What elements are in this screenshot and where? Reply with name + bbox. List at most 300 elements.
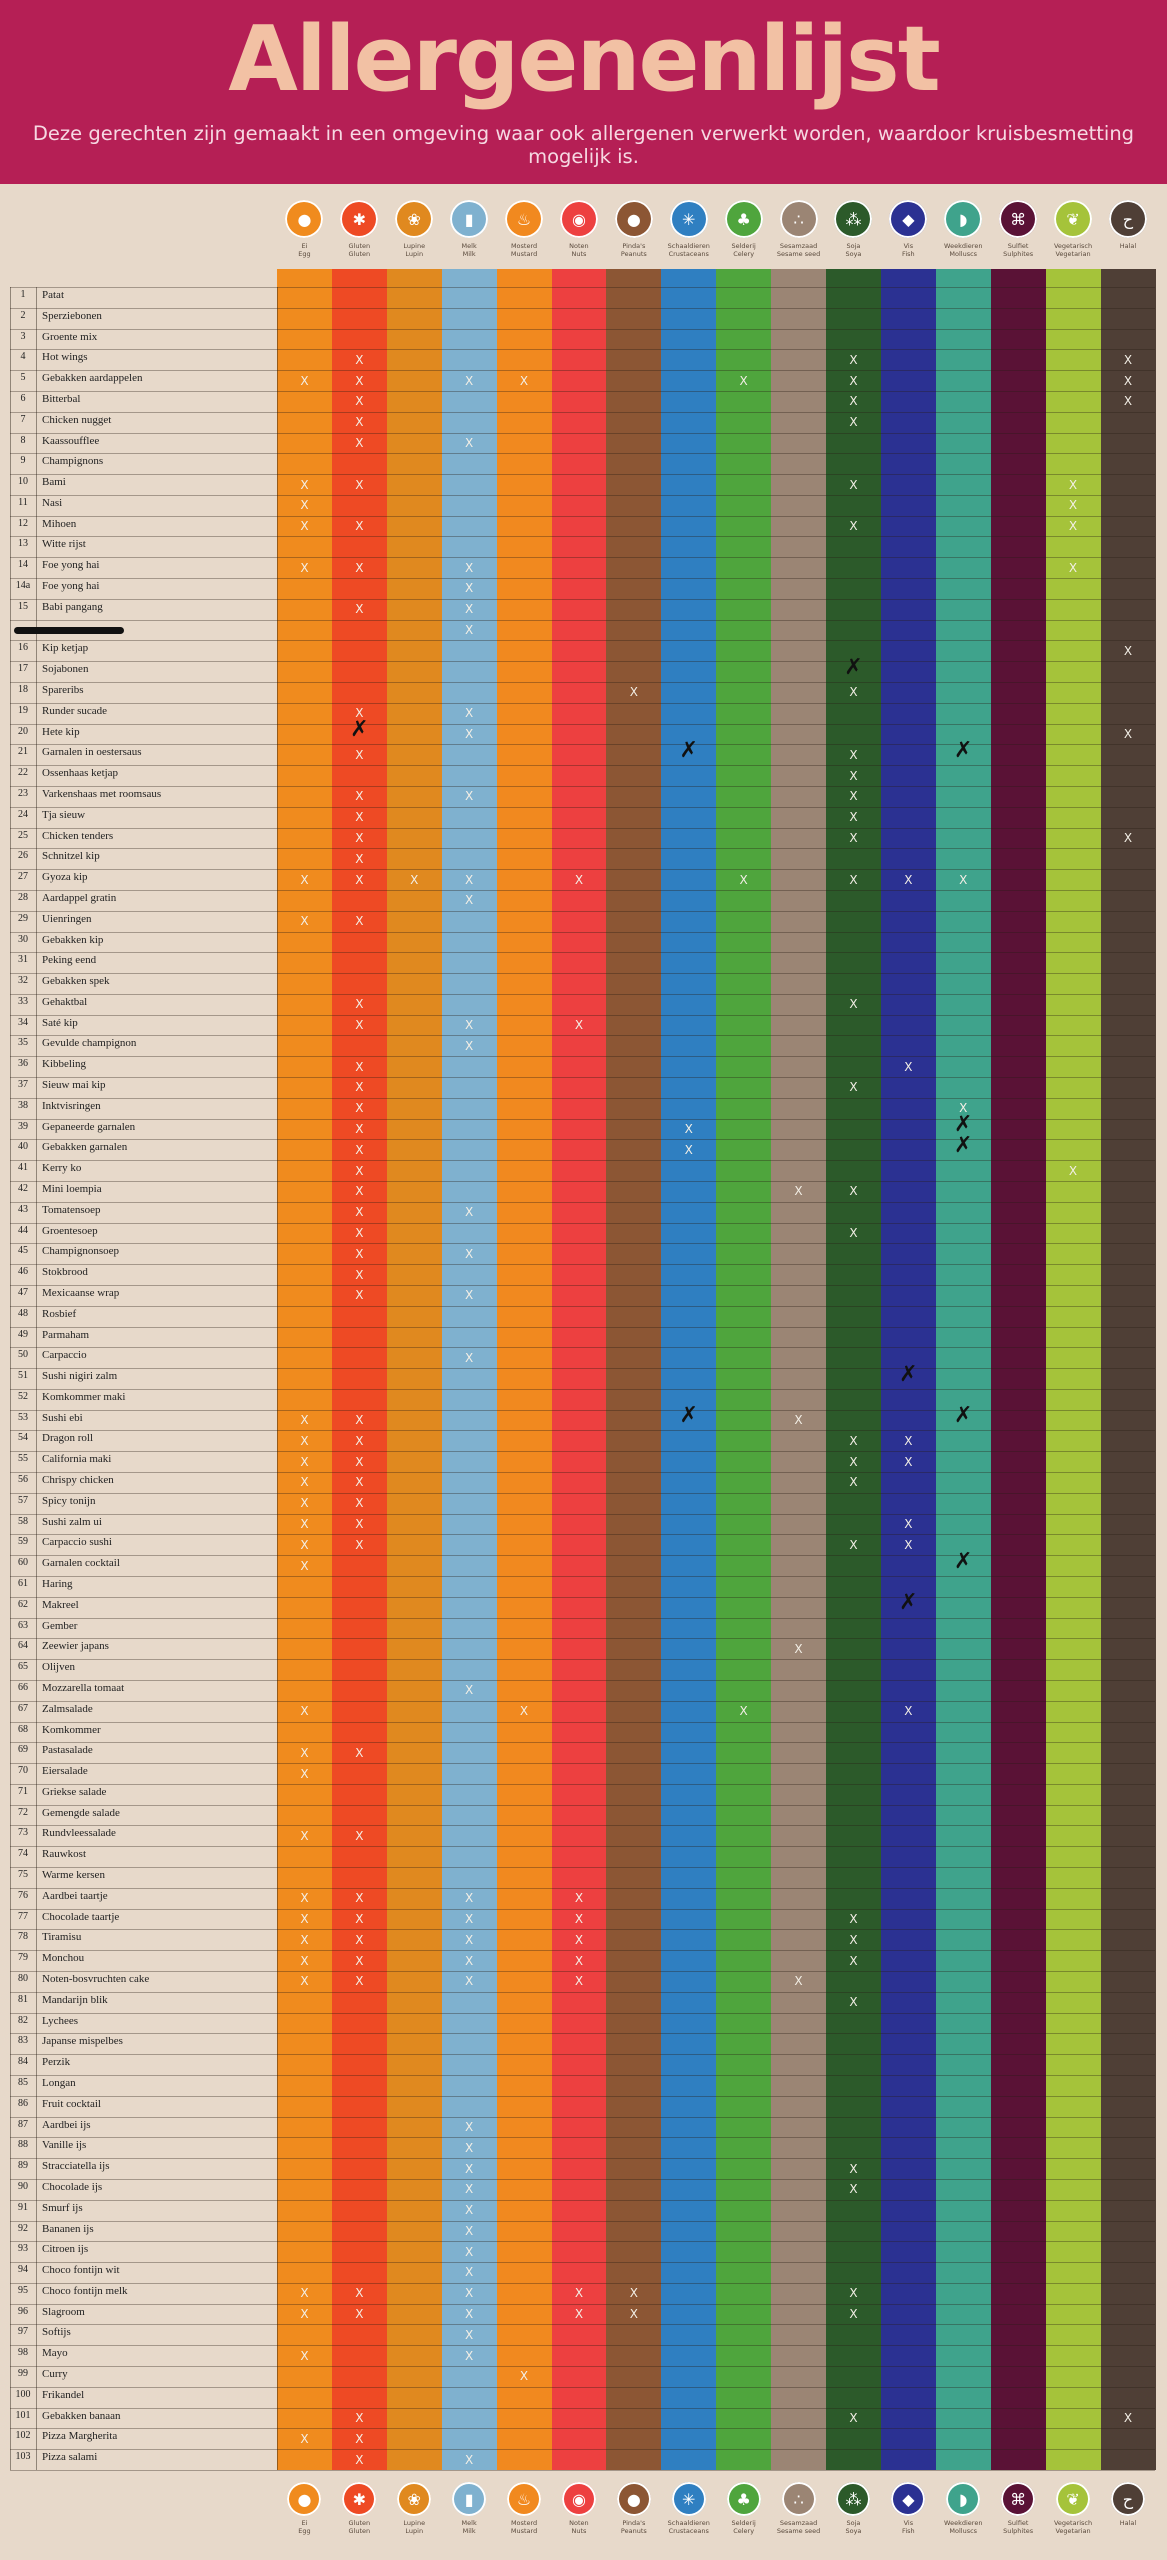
dish-name: Rauwkost (42, 1848, 86, 1861)
dish-name: Mozzarella tomaat (42, 1681, 125, 1694)
row-number: 80 (18, 1973, 28, 1985)
footer-sublabel-weekdieren: Molluscs (949, 2527, 978, 2535)
halal-icon: ح (1111, 2482, 1145, 2516)
footer-label-schaaldieren: Schaaldieren (667, 2519, 710, 2527)
dish-name: Frikandel (42, 2388, 85, 2401)
nut-icon: ◉ (562, 2482, 596, 2516)
footer-label-noten: Noten (569, 2519, 589, 2527)
row-divider (10, 1264, 1155, 1265)
allergen-mark: X (300, 1517, 309, 1532)
allergen-mark: X (519, 1704, 529, 1719)
row-divider (10, 1202, 1155, 1203)
row-divider (10, 2428, 1155, 2429)
allergen-mark: X (1068, 560, 1078, 575)
allergen-mark: X (1123, 373, 1133, 388)
dish-name: Aardbei ijs (42, 2118, 91, 2131)
dish-name: Choco fontijn wit (42, 2264, 120, 2277)
row-number: 1 (20, 289, 26, 300)
footer-sublabel-melk: Milk (462, 2527, 476, 2535)
row-number: 65 (18, 1661, 28, 1673)
allergen-mark: X (300, 560, 309, 575)
allergen-mark: X (629, 2286, 638, 2301)
allergen-mark: X (465, 1953, 474, 1968)
row-number: 28 (18, 891, 28, 903)
row-number: 43 (18, 1203, 28, 1215)
handwritten-mark: ✗ (844, 654, 863, 680)
row-divider (10, 2262, 1155, 2263)
allergen-sublabel-sesam: Sesame seed (776, 250, 821, 258)
allergen-mark: X (355, 1184, 364, 1199)
dish-name: Slagroom (42, 2305, 85, 2318)
row-number: 103 (15, 2451, 31, 2463)
allergen-mark: X (849, 2182, 858, 2197)
crab-icon: ✳ (670, 200, 708, 238)
row-divider (10, 2200, 1155, 2201)
row-divider (10, 786, 1155, 787)
row-divider (10, 599, 1155, 600)
allergen-mark: X (465, 1350, 474, 1365)
footer-label-sulfiet: Sulfiet (1007, 2519, 1029, 2527)
row-divider (10, 2387, 1155, 2388)
row-number: 32 (18, 975, 28, 987)
dish-name: Tomatensoep (42, 1203, 101, 1216)
allergen-mark: X (355, 2411, 364, 2426)
allergen-mark: X (465, 1288, 474, 1303)
row-number: 54 (18, 1432, 28, 1444)
allergen-mark: X (300, 519, 309, 534)
allergen-mark: X (355, 1475, 364, 1490)
allergen-mark: X (355, 1225, 364, 1240)
allergen-mark: X (465, 1912, 474, 1927)
allergen-mark: X (794, 1641, 803, 1656)
row-number: 97 (18, 2326, 28, 2338)
footer-sublabel-selderij: Celery (733, 2527, 755, 2535)
row-number: 14 (18, 559, 28, 571)
row-number: 66 (18, 1681, 28, 1693)
row-divider (10, 1430, 1155, 1431)
allergen-mark: X (355, 1163, 364, 1178)
egg-icon: ● (287, 2482, 321, 2516)
allergen-mark: X (904, 1059, 913, 1074)
allergen-mark: X (1123, 643, 1133, 658)
row-number: 88 (18, 2139, 28, 2151)
allergen-mark: X (1123, 830, 1133, 845)
allergen-mark: X (355, 997, 364, 1012)
allergen-mark: X (849, 789, 858, 804)
row-number: 79 (18, 1952, 28, 1964)
allergen-mark: X (355, 2307, 364, 2322)
handwritten-mark: ✗ (679, 737, 698, 763)
allergen-mark: X (574, 1974, 584, 1989)
allergen-mark: X (355, 872, 364, 887)
allergen-mark: X (465, 581, 474, 596)
row-number: 31 (18, 954, 28, 966)
celery-icon: ♣ (725, 200, 763, 238)
row-divider (10, 1077, 1155, 1078)
allergen-mark: X (355, 1101, 364, 1116)
row-number: 87 (18, 2118, 28, 2130)
allergen-mark: X (355, 435, 364, 450)
row-divider (10, 724, 1155, 725)
row-divider (10, 1306, 1155, 1307)
row-number: 35 (18, 1037, 28, 1049)
header-banner (0, 0, 1167, 184)
row-number: 8 (20, 434, 26, 446)
allergen-mark: X (904, 1517, 913, 1532)
allergen-label-noten: Noten (569, 242, 589, 250)
row-divider (10, 2033, 1155, 2034)
allergen-mark: X (904, 1454, 913, 1469)
row-divider (10, 1534, 1155, 1535)
footer-label-melk: Melk (461, 2519, 477, 2527)
allergen-label-mosterd: Mosterd (510, 242, 538, 250)
dish-name: Gebakken garnalen (42, 1141, 128, 1154)
allergen-label-lupine: Lupine (403, 242, 426, 250)
allergen-mark: X (465, 1205, 474, 1220)
row-divider (10, 994, 1155, 995)
row-number: 99 (18, 2368, 28, 2380)
footer-sublabel-ei: Egg (298, 2527, 311, 2535)
dish-name: Foe yong hai (42, 559, 100, 572)
row-divider (10, 370, 1155, 371)
dish-name: Babi pangang (42, 600, 103, 613)
allergen-mark: X (849, 1953, 858, 1968)
row-divider (10, 1846, 1155, 1847)
fish-icon: ◆ (891, 2482, 925, 2516)
row-divider (10, 890, 1155, 891)
allergen-mark: X (300, 2431, 309, 2446)
dish-name: Varkenshaas met roomsaus (42, 787, 162, 800)
dish-name: Bananen ijs (42, 2222, 94, 2235)
dish-name: Pizza Margherita (42, 2430, 118, 2443)
allergen-mark: X (300, 1932, 309, 1947)
row-number: 7 (20, 413, 26, 425)
row-number: 52 (18, 1390, 28, 1402)
row-divider (10, 1119, 1155, 1120)
allergen-mark: X (300, 1891, 309, 1906)
allergen-mark: X (355, 373, 364, 388)
allergen-mark: X (300, 1496, 309, 1511)
row-number: 10 (18, 476, 28, 488)
row-number: 85 (18, 2076, 28, 2088)
row-number: 33 (18, 995, 28, 1007)
dish-name: Gebakken spek (42, 975, 110, 988)
dish-name: Makreel (42, 1598, 79, 1611)
row-number: 18 (18, 684, 28, 696)
handwritten-mark: ✗ (899, 1590, 918, 1616)
row-divider (10, 1347, 1155, 1348)
sulphite-icon: ⌘ (999, 200, 1037, 238)
allergen-mark: X (465, 2265, 474, 2280)
allergen-mark: X (355, 1828, 364, 1843)
footer-sublabel-sesam: Sesame seed (776, 2527, 821, 2535)
row-number: 98 (18, 2347, 28, 2359)
allergen-mark: X (465, 1246, 474, 1261)
row-number: 9 (20, 455, 26, 467)
allergen-mark: X (355, 1454, 364, 1469)
row-number: 17 (18, 663, 28, 675)
row-number: 37 (18, 1079, 28, 1091)
footer-label-selderij: Selderij (731, 2519, 756, 2527)
allergen-mark: X (465, 2182, 474, 2197)
row-divider (10, 2013, 1155, 2014)
row-divider (10, 1638, 1155, 1639)
allergen-mark: X (355, 810, 364, 825)
dish-name: Vanille ijs (42, 2139, 87, 2152)
crab-icon: ✳ (672, 2482, 706, 2516)
allergen-mark: X (355, 1413, 364, 1428)
allergen-table (0, 184, 1167, 2560)
footer-label-halal: Halal (1119, 2519, 1137, 2527)
mustard-icon: ♨ (505, 200, 543, 238)
handwritten-mark: ✗ (954, 1112, 973, 1137)
dish-name: Griekse salade (42, 1785, 107, 1798)
row-number: 74 (18, 1848, 28, 1860)
allergen-mark: X (300, 1433, 309, 1448)
allergen-mark: X (355, 1433, 364, 1448)
row-number: 19 (18, 704, 28, 716)
allergen-mark: X (465, 2223, 474, 2238)
allergen-mark: X (794, 1184, 803, 1199)
dish-name: Zeewier japans (42, 1640, 109, 1653)
row-number: 83 (18, 2035, 28, 2047)
row-number: 48 (18, 1307, 28, 1319)
row-number: 73 (18, 1827, 28, 1839)
footer-label-lupine: Lupine (403, 2519, 426, 2527)
allergen-mark: X (465, 2203, 474, 2218)
row-divider (10, 952, 1155, 953)
allergen-mark: X (1123, 726, 1133, 741)
row-divider (10, 828, 1155, 829)
allergen-label-halal: Halal (1119, 242, 1137, 250)
allergen-mark: X (300, 1766, 309, 1781)
dish-name: Mihoen (42, 517, 77, 530)
nut-icon: ◉ (560, 200, 598, 238)
allergen-mark: X (904, 1537, 913, 1552)
footer-sublabel-schaaldieren: Crustaceans (668, 2527, 709, 2535)
allergen-mark: X (629, 2307, 638, 2322)
dish-name: Sieuw mai kip (42, 1079, 106, 1092)
allergen-mark: X (849, 810, 858, 825)
allergen-mark: X (1068, 498, 1078, 513)
row-number: 16 (18, 642, 28, 654)
allergen-mark: X (355, 1059, 364, 1074)
allergen-mark: X (849, 872, 858, 887)
allergen-mark: X (465, 2307, 474, 2322)
row-number: 34 (18, 1016, 28, 1028)
allergen-mark: X (1123, 352, 1133, 367)
allergen-mark: X (300, 1704, 309, 1719)
allergen-mark: X (300, 914, 309, 929)
row-number: 36 (18, 1058, 28, 1070)
row-divider (10, 640, 1155, 641)
dish-name: Uienringen (42, 912, 92, 925)
allergen-mark: X (849, 1912, 858, 1927)
allergen-mark: X (355, 1018, 364, 1033)
dish-name: Chrispy chicken (42, 1474, 114, 1487)
allergen-label-soja: Soja (846, 242, 861, 250)
allergen-mark: X (849, 830, 858, 845)
allergen-mark: X (465, 1974, 474, 1989)
row-divider (10, 1139, 1155, 1140)
row-divider (10, 620, 1155, 621)
handwritten-mark: ✗ (954, 1132, 973, 1158)
allergen-mark: X (849, 1454, 858, 1469)
celery-icon: ♣ (727, 2482, 761, 2516)
dish-name: Citroen ijs (42, 2243, 89, 2256)
allergen-mark: X (849, 1995, 858, 2010)
allergen-sublabel-noten: Nuts (571, 250, 587, 258)
allergen-mark: X (355, 2431, 364, 2446)
row-number: 82 (18, 2014, 28, 2026)
footer-sublabel-noten: Nuts (571, 2527, 587, 2535)
allergen-mark: X (465, 893, 474, 908)
allergen-mark: X (355, 1142, 364, 1157)
dish-name: Chicken tenders (42, 829, 114, 842)
footer-sublabel-vis: Fish (902, 2527, 915, 2535)
row-divider (10, 1576, 1155, 1577)
dish-name: Longan (42, 2076, 76, 2089)
allergen-mark: X (355, 2286, 364, 2301)
leaf-icon: ❦ (1056, 2482, 1090, 2516)
row-number: 62 (18, 1598, 28, 1610)
allergen-mark: X (300, 1745, 309, 1760)
dish-name: Foe yong hai (42, 580, 100, 593)
dish-name: Mandarijn blik (42, 1993, 108, 2006)
row-number: 78 (18, 1931, 28, 1943)
allergen-mark: X (574, 1912, 584, 1927)
allergen-mark: X (849, 2161, 858, 2176)
row-divider (10, 1181, 1155, 1182)
dish-name: Rosbief (42, 1307, 77, 1320)
row-divider (10, 1867, 1155, 1868)
footer-sublabel-lupine: Lupin (405, 2527, 424, 2535)
row-divider (10, 1223, 1155, 1224)
dish-name: Tiramisu (42, 1931, 82, 1944)
dish-name: Bami (42, 476, 66, 489)
row-divider (10, 1618, 1155, 1619)
allergen-mark: X (355, 1246, 364, 1261)
dish-name: Nasi (42, 496, 63, 509)
dish-name: Aardbei taartje (42, 1889, 108, 1902)
row-divider (10, 516, 1155, 517)
row-divider (10, 1742, 1155, 1743)
allergen-mark: X (904, 872, 913, 887)
row-number: 63 (18, 1619, 28, 1631)
allergen-sublabel-gluten: Gluten (348, 250, 371, 258)
allergen-mark: X (355, 1974, 364, 1989)
row-divider (10, 495, 1155, 496)
allergen-mark: X (355, 1267, 364, 1282)
allergen-mark: X (849, 2286, 858, 2301)
footer-label-sesam: Sesamzaad (779, 2519, 818, 2527)
allergen-mark: X (355, 830, 364, 845)
row-number: 81 (18, 1993, 28, 2005)
dish-name: Mini loempia (42, 1182, 102, 1195)
allergen-mark: X (465, 726, 474, 741)
row-divider (10, 1929, 1155, 1930)
footer-label-pinda: Pinda's (622, 2519, 646, 2527)
dish-name: Sushi nigiri zalm (42, 1370, 118, 1383)
row-number: 25 (18, 829, 28, 841)
allergen-mark: X (355, 602, 364, 617)
handwritten-mark: ✗ (350, 716, 369, 742)
dish-name: Sushi ebi (42, 1411, 83, 1424)
row-number: 51 (18, 1370, 28, 1382)
row-divider (10, 932, 1155, 933)
dish-name: Garnalen in oestersaus (42, 746, 142, 759)
allergen-mark: X (465, 1038, 474, 1053)
allergen-mark: X (300, 2286, 309, 2301)
soy-icon: ⁂ (836, 2482, 870, 2516)
allergen-mark: X (300, 872, 309, 887)
allergen-mark: X (355, 914, 364, 929)
allergen-sublabel-soja: Soya (845, 250, 862, 258)
row-divider (10, 2221, 1155, 2222)
row-divider (10, 1555, 1155, 1556)
milk-icon: ▮ (450, 200, 488, 238)
footer-sublabel-vegetarisch: Vegetarian (1055, 2527, 1091, 2535)
dish-name: Gehaktbal (42, 995, 88, 1008)
allergen-label-sulfiet: Sulfiet (1007, 242, 1029, 250)
lupin-icon: ❀ (397, 2482, 431, 2516)
footer-label-vegetarisch: Vegetarisch (1053, 2519, 1093, 2527)
row-number: 15 (18, 600, 28, 612)
row-number: 14a (15, 580, 31, 592)
allergen-mark: X (300, 1912, 309, 1927)
allergen-mark: X (465, 2348, 474, 2363)
row-number: 102 (15, 2430, 31, 2442)
allergen-sublabel-melk: Milk (462, 250, 476, 258)
dish-name: Lychees (42, 2014, 79, 2027)
row-number: 100 (15, 2388, 31, 2400)
allergen-mark: X (355, 1496, 364, 1511)
allergen-mark: X (794, 1974, 803, 1989)
row-divider (10, 2179, 1155, 2180)
footer-label-weekdieren: Weekdieren (944, 2519, 983, 2527)
allergen-mark: X (300, 477, 309, 492)
allergen-mark: X (849, 1080, 858, 1095)
allergen-mark: X (849, 2307, 858, 2322)
dish-name: Curry (42, 2368, 68, 2381)
lupin-icon: ❀ (395, 200, 433, 238)
row-number: 50 (18, 1349, 28, 1361)
allergen-mark: X (300, 1828, 309, 1843)
row-number: 41 (18, 1162, 28, 1174)
dish-name: Monchou (42, 1952, 85, 1965)
allergen-mark: X (355, 394, 364, 409)
dish-name: Mexicaanse wrap (42, 1286, 120, 1299)
sesame-icon: ∴ (780, 200, 818, 238)
row-divider (10, 2408, 1155, 2409)
allergen-mark: X (574, 1018, 584, 1033)
row-divider (10, 1410, 1155, 1411)
row-number: 39 (18, 1120, 28, 1132)
allergen-label-sesam: Sesamzaad (779, 242, 818, 250)
row-number: 47 (18, 1286, 28, 1298)
row-number: 68 (18, 1723, 28, 1735)
allergen-label-pinda: Pinda's (622, 242, 646, 250)
allergen-mark: X (465, 1018, 474, 1033)
allergen-label-vis: Vis (903, 242, 914, 250)
row-number: 27 (18, 871, 28, 883)
allergen-mark: X (849, 415, 858, 430)
row-divider (10, 1327, 1155, 1328)
row-divider (10, 1056, 1155, 1057)
dish-name: Inktvisringen (42, 1099, 101, 1112)
row-divider (10, 2117, 1155, 2118)
dish-name: Stokbrood (42, 1266, 88, 1279)
